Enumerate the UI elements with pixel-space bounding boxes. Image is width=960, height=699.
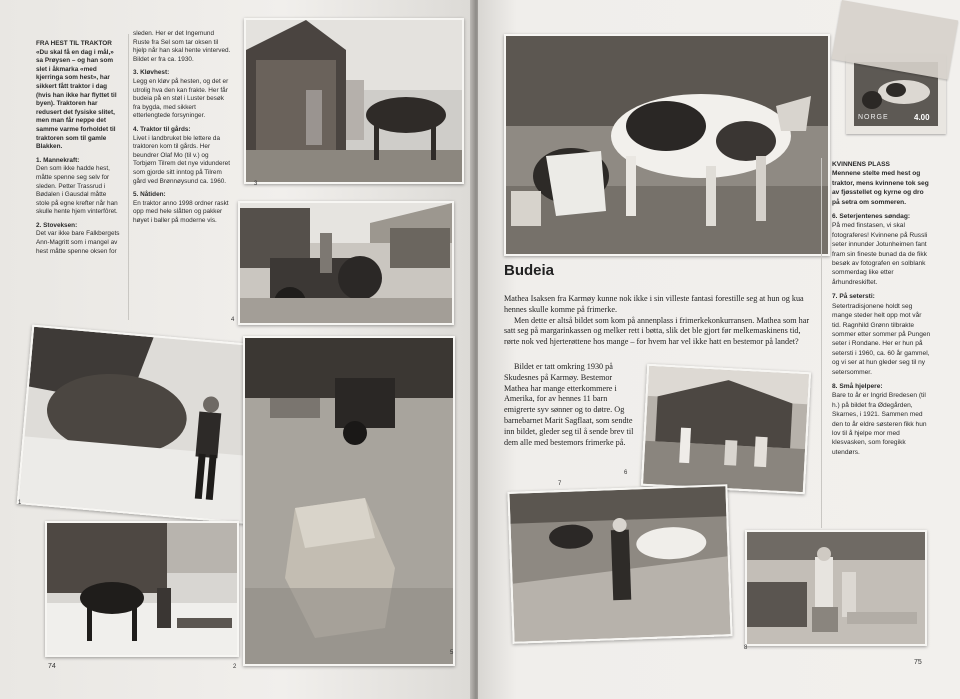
stamp-country: NORGE [858, 114, 889, 121]
article-paragraph: Bildet er tatt omkring 1930 på Skudesnes på Karmøy. Bestemor Mathea har mange etterkommere i Amerika, for av hennes 11 barn emigrerte syv sønner og to døtre. Og barnebarnet Marit Sagflaat, som sendte inn bildet, gleder seg til å sende brev til dem alle med bestemors frimerke på. [504, 362, 634, 447]
photo-number: 8 [744, 645, 748, 651]
article-title: Budeia [504, 262, 555, 279]
stamp-value: 4.00 [914, 113, 930, 122]
article-body-narrow [504, 362, 636, 448]
sidebar-intro: Mennene stelte med hest og traktor, mens kvinnene tok seg av fjøsstellet og kyrne og dro på setra om sommeren. [832, 170, 929, 206]
right-page [478, 0, 960, 699]
caption-text-7: Setertradisjonene holdt seg mange steder helt opp mot vår tid. Ragnhild Grønn tilbrakte sommer etter sommer på Pungen seter i Rondane. Her er hun på setersti i 1960, ca. 60 år gammel, og vi ser at hun gleder seg til ny setersommer. [832, 302, 931, 376]
page-number-left: 74 [48, 663, 56, 670]
article-paragraph: Mathea Isaksen fra Karmøy kunne nok ikke i sin villeste fantasi forestille seg at hun og kua hennes skulle komme på frimerke. [504, 294, 804, 314]
photo-modern-tractor [243, 336, 455, 666]
section-heading: FRA HEST TIL TRAKTOR [36, 40, 112, 47]
column-divider [128, 34, 129, 320]
photo-tractor-farm [238, 201, 454, 325]
photo-seter-path [507, 484, 732, 644]
page-number-right: 75 [914, 659, 922, 666]
photo-pack-horse [244, 18, 464, 184]
photo-ox-sled [45, 521, 239, 657]
caption-text-2-cont: sleden. Her er det Ingemund Ruste fra Sel som tar oksen til hjelp når han skal hente vinterved. Bildet er fra ca. 1930. [133, 30, 231, 63]
sidebar-text [832, 160, 932, 462]
photo-number: 3 [254, 181, 258, 187]
photo-number: 4 [231, 317, 235, 323]
caption-title-7: 7. På setersti: [832, 293, 875, 301]
caption-text-2: Det var ikke bare Falkbergets Ann-Magritt som i mangel av hest måtte spenne oksen for [36, 230, 120, 255]
photo-number: 7 [558, 481, 562, 487]
left-page [0, 0, 474, 699]
caption-title-1: 1. Mannekraft: [36, 156, 80, 164]
left-text-column-2 [133, 30, 231, 230]
photo-number: 1 [18, 500, 22, 506]
article-paragraph: Men dette er altså bildet som kom på annenplass i frimerkekonkurransen. Mathea som har satt seg på margarinkassen og melker rett i bøtta, slik det ble gjort før melkemaskinens tid, rørte nok ved hjerterøttene hos mange – for hvem har vel ikke hatt en bestemor på landet? [504, 315, 810, 347]
caption-title-6: 6. Seterjentenes søndag: [832, 213, 911, 221]
caption-text-6: På med finstasen, vi skal fotograferes! Kvinnene på Russli seter innunder Jotunheimen fant fram sin fineste bunad da de fikk besøk av fotografen en solblank sommerdag like etter århundreskiftet. [832, 222, 928, 286]
caption-text-8: Bare to år er Ingrid Bredesen (til h.) på bildet fra Ødegården, Skarnes, i 1921. Sammen med den to år eldre søsteren fikk hun lov til å hjelpe mor med klesvasken, som foregikk utendørs. [832, 392, 927, 456]
caption-title-4: 4. Traktor til gårds: [133, 125, 191, 133]
photo-man-sled [17, 325, 278, 526]
photo-small-helpers [745, 530, 927, 646]
sidebar-heading: KVINNENS PLASS [832, 161, 890, 168]
caption-title-3: 3. Kløvhest: [133, 69, 170, 77]
photo-milking-cow [504, 34, 830, 256]
intro-text: «Du skal få en dag i mål,» sa Prøysen – og han som slet i åkmarka «med kjerringa som hest», har sikkert fått traktor i dag (hvis han ikke har flyttet til byen). Traktoren har redusert det fysiske slitet, men man får neppe det samme varme forholdet til traktoren som til gamle Blakken. [36, 48, 117, 151]
sidebar-divider [821, 158, 822, 528]
caption-title-8: 8. Små hjelpere: [832, 382, 883, 390]
caption-text-5: En traktor anno 1998 ordner raskt opp med hele slåtten og pakker høyet i baller på moderne vis. [133, 199, 229, 224]
photo-number: 5 [450, 650, 454, 656]
article-body [504, 294, 816, 348]
caption-text-4: Livet i landbruket ble lettere da traktoren kom til gårds. Her beundrer Olaf Mo (til v.) og Torbjørn Tilrem det nye vidunderet som gjorde sitt inntog på Tilrem gård ved Brønnøysund ca. 1960. [133, 134, 230, 185]
photo-number: 2 [233, 664, 237, 670]
left-text-column-1 [36, 40, 120, 261]
caption-title-5: 5. Nåtiden: [133, 191, 166, 199]
caption-title-2: 2. Stoveksen: [36, 221, 78, 229]
photo-number: 6 [624, 470, 628, 476]
photo-seter-women [641, 364, 811, 494]
caption-text-3: Legg en kløv på hesten, og det er utrolig hva den kan frakte. Her får budeia på en støl i Luster besøk fra bygda, med sikkert etterlengtede forsyninger. [133, 77, 229, 120]
caption-text-1: Den som ikke hadde hest, måtte spenne seg selv for sleden. Petter Trassrud i Bødalen i Gausdal måtte stole på egne krefter når han skulle hente hjem vinterfôret. [36, 165, 118, 216]
